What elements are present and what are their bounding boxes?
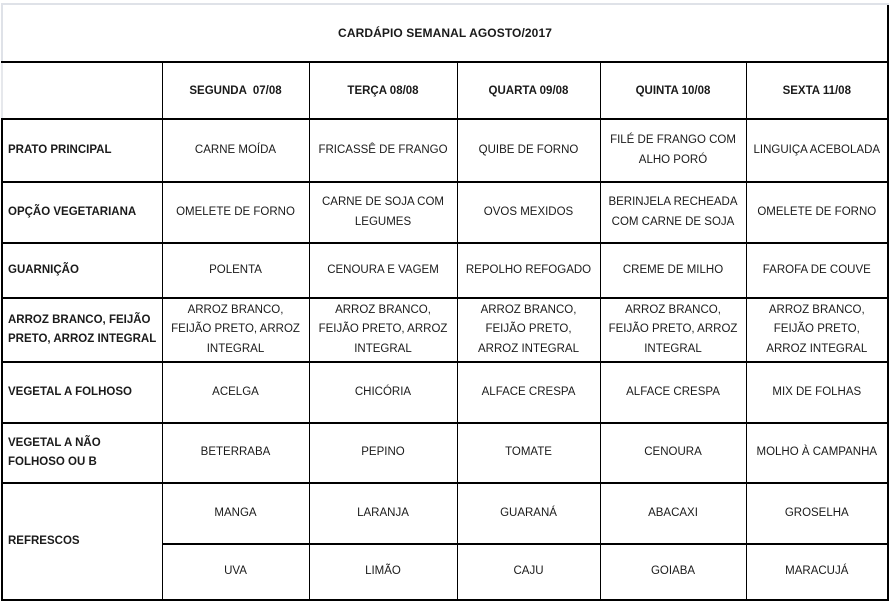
- menu-cell: CREME DE MILHO: [600, 243, 746, 298]
- row-label-arroz-feijao: ARROZ BRANCO, FEIJÃO PRETO, ARROZ INTEGRAL: [2, 298, 162, 362]
- menu-cell: GROSELHA: [746, 483, 888, 544]
- menu-cell: ALFACE CRESPA: [600, 362, 746, 423]
- menu-cell: LINGUIÇA ACEBOLADA: [746, 119, 888, 182]
- menu-cell: ABACAXI: [600, 483, 746, 544]
- table-row-vegetal-folhoso: [2, 362, 888, 423]
- menu-cell: BERINJELA RECHEADA COM CARNE DE SOJA: [600, 182, 746, 243]
- menu-cell: ARROZ BRANCO, FEIJÃO PRETO, ARROZ INTEGRAL: [746, 298, 888, 362]
- menu-cell: GOIABA: [600, 544, 746, 600]
- header-row: [2, 62, 888, 119]
- menu-cell: GUARANÁ: [457, 483, 600, 544]
- row-label-opcao-vegetariana: OPÇÃO VEGETARIANA: [2, 182, 162, 243]
- menu-cell: UVA: [162, 544, 309, 600]
- menu-cell: MARACUJÁ: [746, 544, 888, 600]
- column-header-sexta: SEXTA 11/08: [746, 62, 888, 119]
- menu-cell: OMELETE DE FORNO: [162, 182, 309, 243]
- menu-cell: TOMATE: [457, 423, 600, 483]
- menu-cell: ALFACE CRESPA: [457, 362, 600, 423]
- column-header-quarta: QUARTA 09/08: [457, 62, 600, 119]
- menu-cell: BETERRABA: [162, 423, 309, 483]
- row-label-guarnicao: GUARNIÇÃO: [2, 243, 162, 298]
- menu-cell: LIMÃO: [309, 544, 457, 600]
- menu-cell: REPOLHO REFOGADO: [457, 243, 600, 298]
- menu-cell: ARROZ BRANCO, FEIJÃO PRETO, ARROZ INTEGRAL: [600, 298, 746, 362]
- menu-cell: FRICASSÊ DE FRANGO: [309, 119, 457, 182]
- table-row-opcao-vegetariana: [2, 182, 888, 243]
- title-row: [2, 4, 888, 62]
- menu-cell: CAJU: [457, 544, 600, 600]
- corner-cell: [2, 62, 162, 119]
- menu-cell: MANGA: [162, 483, 309, 544]
- menu-cell: FILÉ DE FRANGO COM ALHO PORÓ: [600, 119, 746, 182]
- table-row-prato-principal: [2, 119, 888, 182]
- row-label-prato-principal: PRATO PRINCIPAL: [2, 119, 162, 182]
- table-row-arroz-feijao: [2, 298, 888, 362]
- weekly-menu-table: [1, 3, 889, 601]
- page-title: CARDÁPIO SEMANAL AGOSTO/2017: [2, 4, 888, 62]
- menu-cell: MIX DE FOLHAS: [746, 362, 888, 423]
- menu-cell: POLENTA: [162, 243, 309, 298]
- menu-cell: CARNE DE SOJA COM LEGUMES: [309, 182, 457, 243]
- menu-cell: CENOURA: [600, 423, 746, 483]
- menu-cell: QUIBE DE FORNO: [457, 119, 600, 182]
- menu-cell: MOLHO À CAMPANHA: [746, 423, 888, 483]
- row-label-vegetal-folhoso: VEGETAL A FOLHOSO: [2, 362, 162, 423]
- menu-cell: ARROZ BRANCO, FEIJÃO PRETO, ARROZ INTEGRAL: [162, 298, 309, 362]
- column-header-segunda: SEGUNDA 07/08: [162, 62, 309, 119]
- table-row-vegetal-nao-folhoso: [2, 423, 888, 483]
- menu-cell: OVOS MEXIDOS: [457, 182, 600, 243]
- column-header-quinta: QUINTA 10/08: [600, 62, 746, 119]
- menu-cell: ARROZ BRANCO, FEIJÃO PRETO, ARROZ INTEGRAL: [457, 298, 600, 362]
- row-label-refrescos: REFRESCOS: [2, 483, 162, 600]
- menu-cell: ACELGA: [162, 362, 309, 423]
- menu-cell: ARROZ BRANCO, FEIJÃO PRETO, ARROZ INTEGRAL: [309, 298, 457, 362]
- menu-cell: CHICÓRIA: [309, 362, 457, 423]
- menu-cell: PEPINO: [309, 423, 457, 483]
- table-row-guarnicao: [2, 243, 888, 298]
- column-header-terca: TERÇA 08/08: [309, 62, 457, 119]
- table-row-refrescos-1: [2, 483, 888, 544]
- row-label-vegetal-nao-folhoso: VEGETAL A NÃO FOLHOSO OU B: [2, 423, 162, 483]
- menu-cell: FAROFA DE COUVE: [746, 243, 888, 298]
- menu-cell: LARANJA: [309, 483, 457, 544]
- menu-cell: CENOURA E VAGEM: [309, 243, 457, 298]
- menu-cell: CARNE MOÍDA: [162, 119, 309, 182]
- menu-cell: OMELETE DE FORNO: [746, 182, 888, 243]
